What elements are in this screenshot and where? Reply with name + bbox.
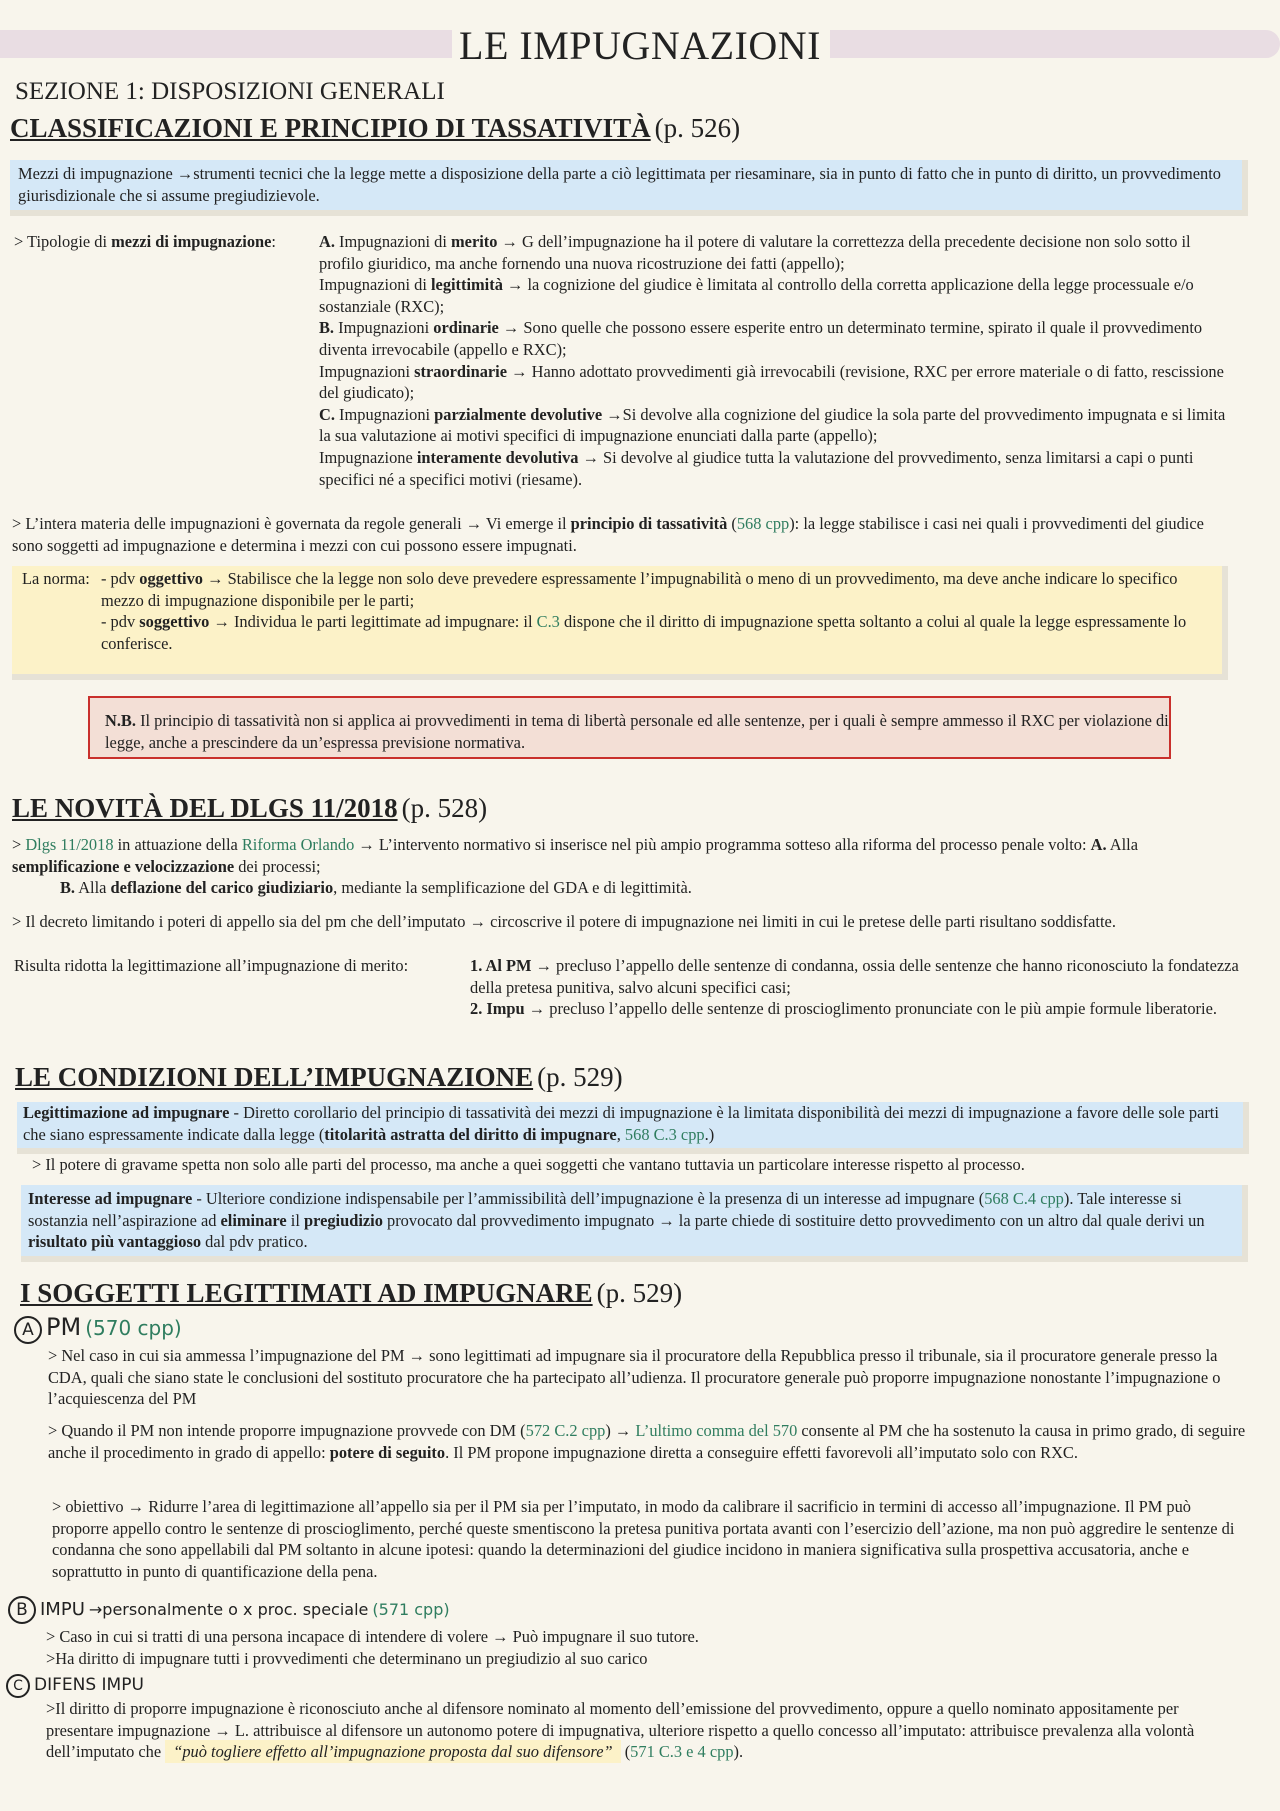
legittimazione-ridotta-label: Risulta ridotta la legittimazione all’impugnazione di merito: xyxy=(14,956,409,975)
heading-soggetti: I SOGGETTI LEGITTIMATI AD IMPUGNARE (p. 529) xyxy=(20,1278,683,1308)
norma-oggettivo: - pdv oggettivo → Stabilisce che la legge non solo deve prevedere espressamente l’impugnabilità o meno di un provvedimento, ma deve anche indicare lo specifico mezzo di impugnazione disponibile per le parti; xyxy=(101,569,1178,610)
tipologia-legittimita: Impugnazioni di legittimità → la cognizione del giudice è limitata al controllo della corretta applicazione della legge processuale e/o sostanziale (RXC); xyxy=(319,275,1194,316)
tipologia-straordinarie: Impugnazioni straordinarie → Hanno adottato provvedimenti già irrevocabili (revisione, RXC per errore materiale o di fatto, rescissione del giudicato); xyxy=(319,361,1224,403)
section-heading: SEZIONE 1: DISPOSIZIONI GENERALI xyxy=(15,78,445,105)
gravame-paragraph: > Il potere di gravame spetta non solo alle parti del processo, ma anche a quei soggetti che vantano tuttavia un particolare interesse rispetto al processo. xyxy=(32,1155,1025,1174)
definition-box: Mezzi di impugnazione →strumenti tecnici che la legge mette a disposizione della parte a ciò legittimata per riesaminare, sia in punto di fatto che in punto di diritto, un provvedimento giurisdizionale che si assume pregiudizievole. xyxy=(10,160,1248,216)
quote-highlight: “può togliere effetto all’impugnazione proposta dal suo difensore” xyxy=(165,1740,620,1763)
circle-b-icon: B xyxy=(8,1596,36,1624)
difens-paragraph: >Il diritto di proporre impugnazione è riconosciuto anche al difensore nominato al momento dell’emissione del provvedimento, oppure a quello nominato appositamente per presentare impugnazione → L. attribuisce al difensore un autonomo potere di impugnativa, ulteriore rispetto a quello concesso all’imputato: attribuisce prevalenza alla volontà dell’imputato che “può togliere effetto all’impugnazione proposta dal suo difensore” (571 C.3 e 4 cpp). xyxy=(46,1699,1195,1762)
tipologia-parziale: C. Impugnazioni parzialmente devolutive →Si devolve alla cognizione del giudice la sola parte del provvedimento impugnata e si limita la sua valutazione ai motivi specifici di impugnazione enunciati dalla parte (appello); xyxy=(319,404,1226,446)
impu-paragraph-1: > Caso in cui si tratti di una persona incapace di intendere di volere → Può impugnare il suo tutore. xyxy=(46,1627,699,1646)
tassativita-paragraph: > L’intera materia delle impugnazioni è governata da regole generali → Vi emerge il principio di tassatività (568 cpp): la legge stabilisce i casi nei quali i provvedimenti del giudice sono soggetti ad impugnazione e determina i mezzi con cui possono essere impugnati. xyxy=(12,514,1204,555)
circle-a-icon: A xyxy=(14,1316,42,1344)
legittimazione-box: Legittimazione ad impugnare - Diretto corollario del principio di tassatività dei mezzi di impugnazione è la limitata disponibilità dei mezzi di impugnazione a favore delle sole parti che siano espressamente indicate dalla legge (titolarità astratta del diritto di impugnare, 568 C.3 cpp.) xyxy=(17,1102,1249,1154)
norma-box xyxy=(12,566,1228,680)
norma-label: La norma: xyxy=(22,569,90,588)
tipologie-label: > Tipologie di mezzi di impugnazione: xyxy=(14,232,276,251)
norma-soggettivo: - pdv soggettivo → Individua le parti legittimate ad impugnare: il C.3 dispone che il diritto di impugnazione spetta soltanto a colui al quale la legge espressamente lo conferisce. xyxy=(101,612,1187,653)
nb-box: N.B. Il principio di tassatività non si applica ai provvedimenti in tema di libertà personale ed alle sentenze, per i quali è sempre ammesso il RXC per violazione di legge, anche a prescindere da un’espressa previsione normativa. xyxy=(88,696,1171,759)
interesse-box: Interesse ad impugnare - Ulteriore condizione indispensabile per l’ammissibilità dell’impugnazione è la presenza di un interesse ad impugnare (568 C.4 cpp). Tale interesse si sostanzia nell’aspirazione ad eliminare il pregiudizio provocato dal provvedimento impugnato → la parte chiede di sostituire detto provvedimento con un altro dal quale derivi un risultato più vantaggioso dal pdv pratico. xyxy=(21,1185,1248,1262)
tipologie-list xyxy=(319,231,1230,490)
page-title: LE IMPUGNAZIONI xyxy=(459,23,821,68)
tipologia-intera: Impugnazione interamente devolutiva → Si devolve al giudice tutta la valutazione del provvedimento, senza limitarsi a capi o punti specifici né a specifici motivi (riesame). xyxy=(319,447,1194,489)
pm-heading: A PM (570 cpp) xyxy=(14,1313,182,1344)
impu-heading: B IMPU →personalmente o x proc. speciale (571 cpp) xyxy=(8,1596,450,1624)
heading-condizioni: LE CONDIZIONI DELL’IMPUGNAZIONE (p. 529) xyxy=(15,1062,623,1092)
pm-paragraph-3: > obiettivo → Ridurre l’area di legittimazione all’appello sia per il PM sia per l’imputato, in modo da calibrare il sacrificio in termini di accesso all’impugnazione. Il PM può proporre appello contro le sentenze di proscioglimento, perché queste smentiscono la pretesa punitiva portata avanti con l’esercizio dell’azione, ma non può aggredire le sentenze di condanna che sono appellabili dal PM soltanto in alcune ipotesi: quando la determinazioni del giudice incidono in maniera significativa sulla prospettiva accusatoria, anche e soprattutto in punto di quantificazione della pena. xyxy=(52,1497,1235,1581)
novita-paragraph: > Dlgs 11/2018 in attuazione della Riforma Orlando → L’intervento normativo si inserisce nel più ampio programma sotteso alla riforma del processo penale volto: A. Alla semplificazione e velocizzazione dei processi; B. Alla deflazione del carico giudiziario, mediante la semplificazione del GDA e di legittimità. xyxy=(12,835,1139,898)
heading-classificazioni: CLASSIFICAZIONI E PRINCIPIO DI TASSATIVITÀ (p. 526) xyxy=(10,113,741,143)
pm-paragraph-1: > Nel caso in cui sia ammessa l’impugnazione del PM → sono legittimati ad impugnare sia il procuratore della Repubblica presso il tribunale, sia il procuratore generale presso la CDA, quali che siano state le conclusioni del sostituto procuratore che ha partecipato all’udienza. Il procuratore generale può proporre impugnazione nonostante l’impugnazione o l’acquiescenza del PM xyxy=(48,1346,1221,1409)
circle-c-icon: C xyxy=(6,1674,30,1698)
difens-heading: C DIFENS IMPU xyxy=(6,1674,144,1698)
pm-paragraph-2: > Quando il PM non intende proporre impugnazione provvede con DM (572 C.2 cpp) → L’ultimo comma del 570 consente al PM che ha sostenuto la causa in primo grado, di seguire anche il procedimento in grado di appello: potere di seguito. Il PM propone impugnazione diretta a conseguire effetti favorevoli all’imputato solo con RXC. xyxy=(48,1421,1246,1462)
tipologia-merito: A. Impugnazioni di merito → G dell’impugnazione ha il potere di valutare la correttezza della precedente decisione non solo sotto il profilo giuridico, ma anche fornendo una nuova ricostruzione dei fatti (appello); xyxy=(319,232,1191,273)
heading-novita: LE NOVITÀ DEL DLGS 11/2018 (p. 528) xyxy=(12,793,488,823)
impu-paragraph-2: >Ha diritto di impugnare tutti i provvedimenti che determinano un pregiudizio al suo carico xyxy=(46,1649,648,1668)
legittimazione-ridotta-list: 1. Al PM → precluso l’appello delle sentenze di condanna, ossia delle sentenze che hanno riconosciuto la fondatezza della pretesa punitiva, salvo alcuni specifici casi; 2. Impu → precluso l’appello delle sentenze di proscioglimento pronunciate con le più ampie formule liberatorie. xyxy=(470,956,1239,1019)
decreto-paragraph: > Il decreto limitando i poteri di appello sia del pm che dell’imputato → circoscrive il potere di impugnazione nei limiti in cui le pretese delle parti risultano soddisfatte. xyxy=(12,912,1116,931)
tipologia-ordinarie: B. Impugnazioni ordinarie → Sono quelle che possono essere esperite entro un determinato termine, spirato il quale il provvedimento diventa irrevocabile (appello e RXC); xyxy=(319,318,1203,359)
